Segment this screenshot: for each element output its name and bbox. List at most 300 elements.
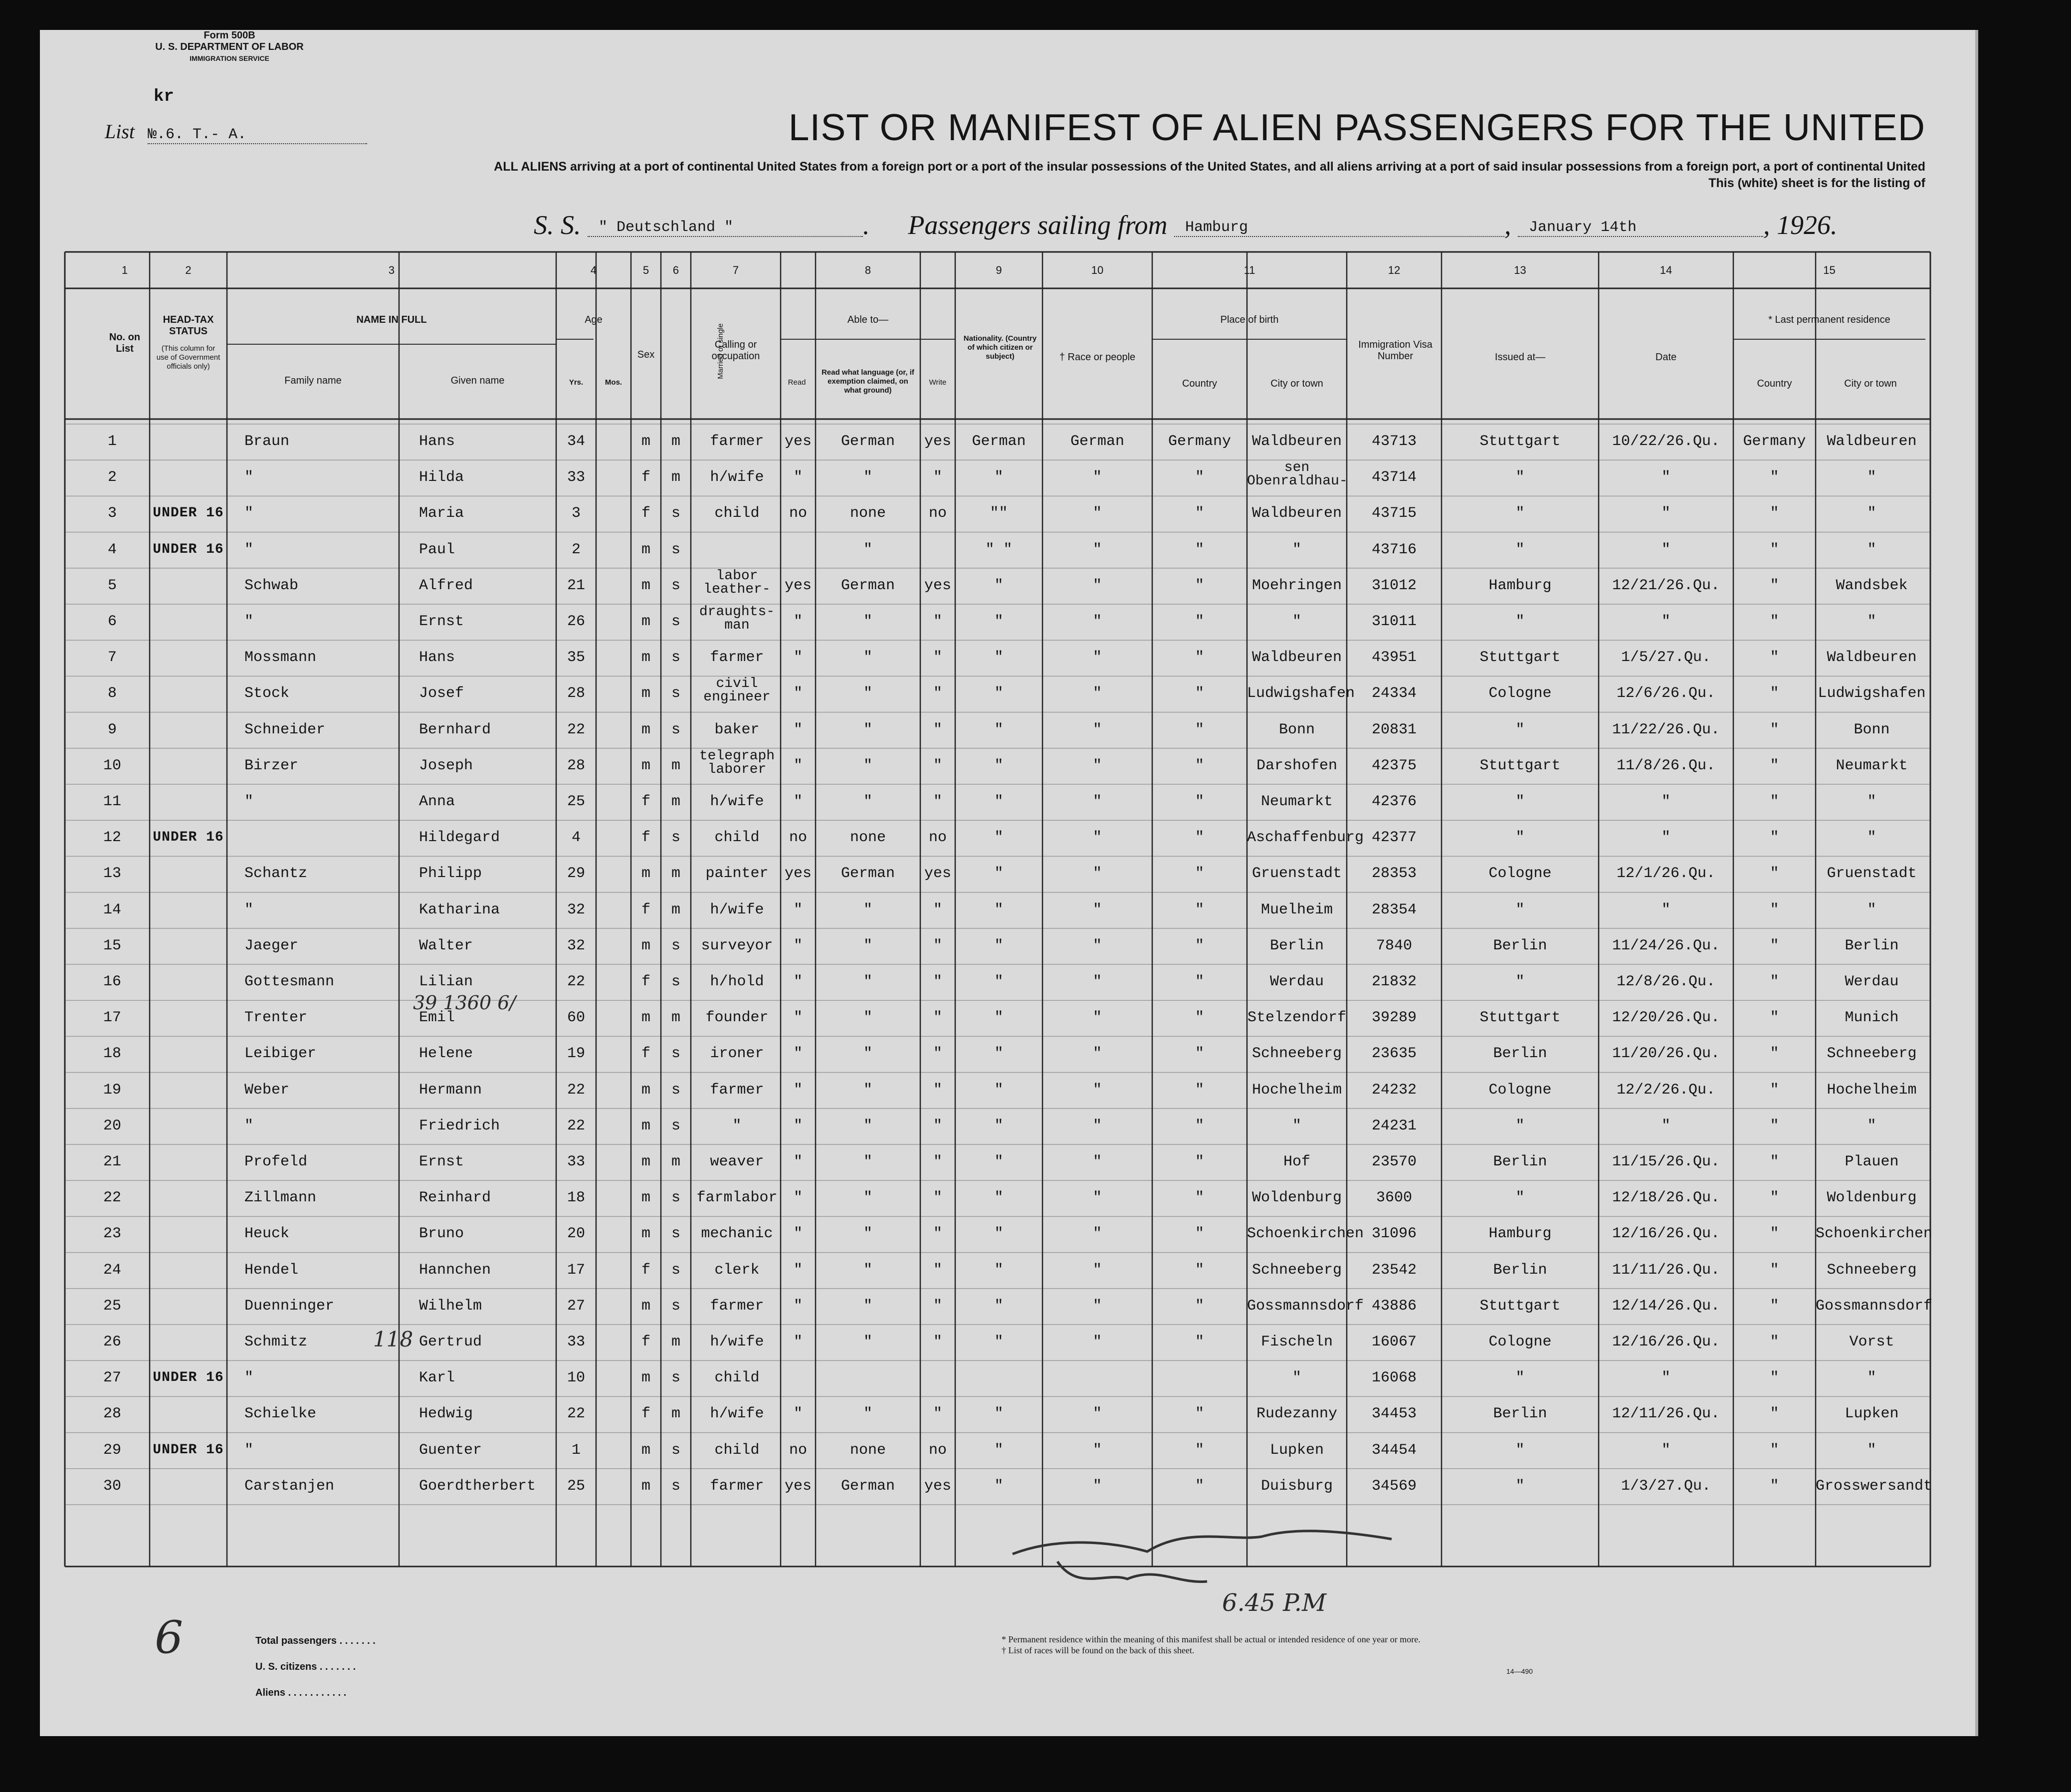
row-number: 3 bbox=[107, 505, 117, 522]
marital-status: s bbox=[671, 1477, 680, 1495]
birth-country: " bbox=[1195, 541, 1204, 558]
nationality: German bbox=[972, 433, 1026, 450]
given-name: Alfred bbox=[419, 577, 473, 594]
read-language: " bbox=[863, 721, 872, 738]
residence-country: " bbox=[1770, 1117, 1779, 1134]
issued-at: " bbox=[1515, 1477, 1525, 1495]
age-years: 33 bbox=[567, 1153, 585, 1170]
residence-country: " bbox=[1770, 1261, 1779, 1279]
visa-date: 11/22/26.Qu. bbox=[1612, 721, 1720, 738]
occupation: child bbox=[714, 505, 760, 522]
nationality: " bbox=[994, 649, 1004, 667]
birth-city: Moehringen bbox=[1251, 577, 1342, 594]
occupation: child bbox=[714, 829, 760, 847]
handwritten-time: 6.45 P.M bbox=[1222, 1589, 1327, 1617]
age-years: 33 bbox=[567, 1334, 585, 1350]
header-head-tax-note: (This column for use of Government officials only) bbox=[156, 344, 220, 371]
family-name: Gottesmann bbox=[244, 973, 335, 990]
read-language: " bbox=[863, 1225, 872, 1243]
nationality: " bbox=[994, 865, 1004, 883]
race: " bbox=[1092, 1441, 1102, 1459]
residence-city: Hochelheim bbox=[1827, 1081, 1917, 1099]
given-name: Ernst bbox=[419, 1153, 464, 1170]
age-years: 25 bbox=[567, 793, 585, 810]
sex: m bbox=[641, 613, 650, 630]
print-code: 14—490 bbox=[1506, 1667, 1533, 1675]
row-number: 8 bbox=[107, 685, 117, 702]
nationality: " bbox=[994, 577, 1004, 594]
visa-number: 42376 bbox=[1371, 793, 1417, 810]
occupation: surveyor bbox=[701, 937, 773, 954]
footnotes bbox=[1002, 1634, 1600, 1656]
occupation: telegraph laborer bbox=[699, 748, 775, 777]
can-read: " bbox=[793, 1225, 803, 1243]
can-read: " bbox=[793, 1189, 803, 1207]
sex: m bbox=[641, 577, 650, 594]
residence-country: " bbox=[1770, 1334, 1779, 1350]
birth-city: " bbox=[1292, 613, 1301, 630]
marital-status: m bbox=[671, 1334, 680, 1350]
department-name: U. S. DEPARTMENT OF LABOR bbox=[155, 41, 304, 52]
residence-country: " bbox=[1770, 973, 1779, 990]
row-number: 27 bbox=[103, 1369, 121, 1387]
residence-city: Plauen bbox=[1845, 1153, 1899, 1170]
given-name: Hans bbox=[419, 649, 455, 667]
birth-country: Germany bbox=[1168, 433, 1232, 450]
can-read: " bbox=[793, 649, 803, 667]
can-write: yes bbox=[924, 1477, 951, 1495]
family-name: Leibiger bbox=[244, 1045, 317, 1063]
issued-at: " bbox=[1515, 973, 1525, 990]
visa-date: " bbox=[1661, 793, 1670, 810]
visa-date: 1/3/27.Qu. bbox=[1621, 1477, 1711, 1495]
issued-at: Berlin bbox=[1493, 1045, 1547, 1063]
race: " bbox=[1092, 1153, 1102, 1170]
age-years: 3 bbox=[571, 505, 581, 522]
visa-date: 12/18/26.Qu. bbox=[1612, 1189, 1720, 1207]
issued-at: " bbox=[1515, 1441, 1525, 1459]
issued-at: Stuttgart bbox=[1479, 649, 1561, 667]
read-language: " bbox=[863, 541, 872, 558]
occupation: mechanic bbox=[701, 1225, 773, 1243]
sex: m bbox=[641, 865, 650, 883]
residence-city: Munich bbox=[1845, 1009, 1899, 1027]
given-name: Karl bbox=[419, 1369, 455, 1387]
family-name: Hendel bbox=[244, 1261, 299, 1279]
occupation: h/wife bbox=[710, 469, 764, 486]
year-prefix: , 19 bbox=[1763, 210, 1804, 240]
nationality: " bbox=[994, 1477, 1004, 1495]
residence-country: " bbox=[1770, 1045, 1779, 1063]
marital-status: s bbox=[671, 649, 680, 667]
issued-at: Stuttgart bbox=[1479, 433, 1561, 450]
read-language: German bbox=[840, 865, 895, 883]
sex: m bbox=[641, 1225, 650, 1243]
read-language: " bbox=[863, 1117, 872, 1134]
race: " bbox=[1092, 613, 1102, 630]
column-number: 9 bbox=[996, 264, 1002, 276]
header-nationality: Nationality. (Country of which citizen or subject) bbox=[963, 334, 1037, 361]
issued-at: Berlin bbox=[1493, 937, 1547, 954]
residence-country: " bbox=[1770, 865, 1779, 883]
row-number: 29 bbox=[103, 1441, 121, 1459]
can-write: yes bbox=[924, 577, 951, 594]
age-years: 18 bbox=[567, 1189, 585, 1207]
family-name: Trenter bbox=[244, 1009, 308, 1027]
given-name: Hans bbox=[419, 433, 455, 450]
race: " bbox=[1092, 1225, 1102, 1243]
can-read: yes bbox=[784, 433, 812, 450]
visa-date: 12/16/26.Qu. bbox=[1612, 1334, 1720, 1350]
nationality: " bbox=[994, 1081, 1004, 1099]
row-number: 19 bbox=[103, 1081, 121, 1099]
marital-status: m bbox=[671, 757, 680, 774]
column-number: 3 bbox=[388, 264, 395, 276]
visa-date: 12/16/26.Qu. bbox=[1612, 1225, 1720, 1243]
birth-country: " bbox=[1195, 757, 1204, 774]
birth-country: " bbox=[1195, 721, 1204, 738]
occupation: draughts- man bbox=[699, 604, 775, 633]
residence-city: Gruenstadt bbox=[1827, 865, 1917, 883]
column-number: 6 bbox=[672, 264, 679, 276]
sex: m bbox=[641, 721, 650, 738]
can-read: no bbox=[789, 829, 807, 847]
head-tax-stamp: UNDER 16 bbox=[153, 1370, 224, 1386]
header-residence-city: City or town bbox=[1844, 378, 1897, 389]
can-write: yes bbox=[924, 433, 951, 450]
occupation: h/wife bbox=[710, 901, 764, 918]
column-number: 4 bbox=[590, 264, 597, 276]
issued-at: " bbox=[1515, 1189, 1525, 1207]
read-language: German bbox=[840, 577, 895, 594]
birth-city: Aschaffenburg bbox=[1247, 829, 1364, 847]
birth-city: " bbox=[1292, 541, 1301, 558]
marital-status: s bbox=[671, 1297, 680, 1315]
residence-city: Berlin bbox=[1845, 937, 1899, 954]
birth-city: Fischeln bbox=[1260, 1334, 1333, 1350]
visa-date: " bbox=[1661, 505, 1670, 522]
can-write: " bbox=[933, 973, 942, 990]
given-name: Anna bbox=[419, 793, 455, 810]
birth-city: Bonn bbox=[1278, 721, 1315, 738]
family-name: Zillmann bbox=[244, 1189, 317, 1207]
race: " bbox=[1092, 505, 1102, 522]
age-years: 28 bbox=[567, 757, 585, 774]
row-number: 5 bbox=[107, 577, 117, 594]
race: " bbox=[1092, 1261, 1102, 1279]
read-language: German bbox=[840, 1477, 895, 1495]
age-years: 29 bbox=[567, 865, 585, 883]
marital-status: s bbox=[671, 1081, 680, 1099]
birth-country: " bbox=[1195, 649, 1204, 667]
can-write: yes bbox=[924, 865, 951, 883]
nationality: " bbox=[994, 1225, 1004, 1243]
row-number: 10 bbox=[103, 757, 121, 774]
form-number: Form 500B bbox=[204, 30, 255, 41]
sex: f bbox=[641, 505, 650, 522]
row-number: 17 bbox=[103, 1009, 121, 1027]
race: " bbox=[1092, 649, 1102, 667]
given-name: Maria bbox=[419, 505, 464, 522]
age-years: 19 bbox=[567, 1045, 585, 1063]
row-number: 20 bbox=[103, 1117, 121, 1134]
can-read: yes bbox=[784, 1477, 812, 1495]
nationality: " bbox=[994, 1009, 1004, 1027]
birth-city: " bbox=[1292, 1117, 1301, 1134]
nationality: " bbox=[994, 1117, 1004, 1134]
issued-at: Berlin bbox=[1493, 1405, 1547, 1423]
visa-date: " bbox=[1661, 1117, 1670, 1134]
sex: f bbox=[641, 469, 650, 486]
age-years: 22 bbox=[567, 1081, 585, 1099]
age-years: 22 bbox=[567, 721, 585, 738]
ship-name: " Deutschland " bbox=[588, 219, 863, 237]
birth-city: Stelzendorf bbox=[1247, 1009, 1347, 1027]
sex: m bbox=[641, 1441, 650, 1459]
visa-date: 12/2/26.Qu. bbox=[1616, 1081, 1716, 1099]
visa-number: 31011 bbox=[1371, 613, 1417, 630]
residence-city: " bbox=[1867, 829, 1876, 847]
marital-status: s bbox=[671, 937, 680, 954]
birth-city: Ludwigshafen bbox=[1247, 685, 1355, 702]
column-number: 13 bbox=[1514, 264, 1526, 276]
marital-status: m bbox=[671, 1405, 680, 1423]
aliens-label: Aliens . . . . . . . . . . . bbox=[255, 1687, 347, 1698]
row-number: 21 bbox=[103, 1153, 121, 1170]
family-name: " bbox=[244, 541, 254, 558]
birth-city: Hof bbox=[1283, 1153, 1310, 1170]
marital-status: s bbox=[671, 1225, 680, 1243]
residence-country: " bbox=[1770, 1225, 1779, 1243]
age-years: 22 bbox=[567, 1117, 585, 1134]
header-write: Write bbox=[929, 378, 947, 387]
head-tax-stamp: UNDER 16 bbox=[153, 830, 224, 846]
row-number: 2 bbox=[107, 469, 117, 486]
nationality: " bbox=[994, 1189, 1004, 1207]
birth-country: " bbox=[1195, 1334, 1204, 1350]
issued-at: Berlin bbox=[1493, 1153, 1547, 1170]
header-date: Date bbox=[1655, 352, 1677, 363]
occupation: farmer bbox=[710, 649, 764, 667]
row-number: 30 bbox=[103, 1477, 121, 1495]
issued-at: " bbox=[1515, 901, 1525, 918]
column-number: 15 bbox=[1823, 264, 1836, 276]
race: " bbox=[1092, 1297, 1102, 1315]
residence-country: " bbox=[1770, 1441, 1779, 1459]
occupation: h/wife bbox=[710, 1334, 764, 1350]
visa-number: 42377 bbox=[1371, 829, 1417, 847]
can-read: " bbox=[793, 1081, 803, 1099]
nationality: " bbox=[994, 757, 1004, 774]
nationality: " bbox=[994, 973, 1004, 990]
visa-number: 24232 bbox=[1371, 1081, 1417, 1099]
row-number: 28 bbox=[103, 1405, 121, 1423]
header-head-tax: HEAD-TAX STATUS bbox=[163, 314, 214, 337]
residence-city: Neumarkt bbox=[1836, 757, 1908, 774]
birth-city: Berlin bbox=[1269, 937, 1324, 954]
row-number: 13 bbox=[103, 865, 121, 883]
race: " bbox=[1092, 1189, 1102, 1207]
sex: m bbox=[641, 1477, 650, 1495]
header-birth-city: City or town bbox=[1270, 378, 1323, 389]
sex: f bbox=[641, 973, 650, 990]
visa-number: 23570 bbox=[1371, 1153, 1417, 1170]
family-name: Stock bbox=[244, 685, 290, 702]
marital-status: s bbox=[671, 1261, 680, 1279]
birth-city: Schneeberg bbox=[1251, 1045, 1342, 1063]
can-read: " bbox=[793, 1153, 803, 1170]
visa-date: " bbox=[1661, 901, 1670, 918]
read-language: " bbox=[863, 973, 872, 990]
year-suffix: 26. bbox=[1804, 210, 1838, 240]
marital-status: m bbox=[671, 865, 680, 883]
race: " bbox=[1092, 1117, 1102, 1134]
visa-number: 7840 bbox=[1376, 937, 1412, 954]
us-citizens-label: U. S. citizens . . . . . . . bbox=[255, 1661, 356, 1672]
visa-number: 42375 bbox=[1371, 757, 1417, 774]
given-name: Josef bbox=[419, 685, 464, 702]
can-write: no bbox=[928, 505, 947, 522]
row-number: 7 bbox=[107, 649, 117, 667]
visa-number: 24334 bbox=[1371, 685, 1417, 702]
column-number: 14 bbox=[1659, 264, 1672, 276]
can-read: no bbox=[789, 1441, 807, 1459]
issued-at: Stuttgart bbox=[1479, 1297, 1561, 1315]
given-name: Walter bbox=[419, 937, 473, 954]
visa-date: 12/11/26.Qu. bbox=[1612, 1405, 1720, 1423]
column-number: 5 bbox=[642, 264, 649, 276]
issued-at: Cologne bbox=[1488, 685, 1552, 702]
row-number: 26 bbox=[103, 1334, 121, 1350]
family-name: " bbox=[244, 1369, 254, 1387]
marital-status: s bbox=[671, 541, 680, 558]
age-years: 22 bbox=[567, 973, 585, 990]
sex: m bbox=[641, 1009, 650, 1027]
occupation: painter bbox=[705, 865, 769, 883]
race: " bbox=[1092, 1334, 1102, 1350]
issued-at: " bbox=[1515, 469, 1525, 486]
race: " bbox=[1092, 973, 1102, 990]
header-married-single: Married or single bbox=[716, 323, 725, 379]
handwritten-annotation: 118 bbox=[373, 1327, 414, 1351]
visa-date: " bbox=[1661, 1441, 1670, 1459]
marital-status: m bbox=[671, 469, 680, 486]
residence-city: " bbox=[1867, 1369, 1876, 1387]
handwritten-annotation: 39 1360 6/ bbox=[413, 992, 516, 1014]
residence-country: " bbox=[1770, 901, 1779, 918]
nationality: " bbox=[994, 793, 1004, 810]
can-read: " bbox=[793, 1009, 803, 1027]
age-years: 25 bbox=[567, 1477, 585, 1495]
visa-number: 31012 bbox=[1371, 577, 1417, 594]
birth-country: " bbox=[1195, 973, 1204, 990]
can-read: " bbox=[793, 937, 803, 954]
visa-date: " bbox=[1661, 541, 1670, 558]
occupation: founder bbox=[705, 1009, 769, 1027]
occupation: h/wife bbox=[710, 793, 764, 810]
residence-country: " bbox=[1770, 1405, 1779, 1423]
read-language: none bbox=[849, 505, 886, 522]
birth-city: Schneeberg bbox=[1251, 1261, 1342, 1279]
marital-status: s bbox=[671, 1045, 680, 1063]
given-name: Hermann bbox=[419, 1081, 482, 1099]
residence-country: " bbox=[1770, 505, 1779, 522]
race: " bbox=[1092, 829, 1102, 847]
can-write: " bbox=[933, 901, 942, 918]
given-name: Friedrich bbox=[419, 1117, 500, 1134]
given-name: Guenter bbox=[419, 1441, 482, 1459]
marital-status: s bbox=[671, 1441, 680, 1459]
row-number: 6 bbox=[107, 613, 117, 630]
occupation: farmer bbox=[710, 1081, 764, 1099]
can-read: " bbox=[793, 721, 803, 738]
issued-at: " bbox=[1515, 1117, 1525, 1134]
header-no-on-list: No. on List bbox=[109, 332, 141, 354]
marital-status: m bbox=[671, 1153, 680, 1170]
marital-status: s bbox=[671, 577, 680, 594]
family-name: " bbox=[244, 613, 254, 630]
subtitle-line: ALL ALIENS arriving at a port of continental United States from a foreign port or a port of the insular possessions of the United States, and all aliens arriving at a port of said insular possessions from a foreign port, a port of continental United bbox=[494, 160, 1925, 174]
age-years: 17 bbox=[567, 1261, 585, 1279]
visa-date: 12/21/26.Qu. bbox=[1612, 577, 1720, 594]
age-years: 34 bbox=[567, 433, 585, 450]
birth-country: " bbox=[1195, 1261, 1204, 1279]
birth-country: " bbox=[1195, 685, 1204, 702]
visa-date: 11/15/26.Qu. bbox=[1612, 1153, 1720, 1170]
nationality: " bbox=[994, 1153, 1004, 1170]
row-number: 9 bbox=[107, 721, 117, 738]
header-read-language: Read what language (or, if exemption claimed, on what ground) bbox=[822, 368, 914, 395]
visa-number: 21832 bbox=[1371, 973, 1417, 990]
occupation: h/hold bbox=[710, 973, 764, 990]
residence-city: " bbox=[1867, 1117, 1876, 1134]
marital-status: s bbox=[671, 613, 680, 630]
can-read: " bbox=[793, 685, 803, 702]
column-number: 12 bbox=[1388, 264, 1401, 276]
birth-city: Muelheim bbox=[1260, 901, 1333, 918]
read-language: German bbox=[840, 433, 895, 450]
nationality: " bbox=[994, 1405, 1004, 1423]
can-read: " bbox=[793, 1117, 803, 1134]
header-read: Read bbox=[788, 378, 806, 387]
sex: m bbox=[641, 1189, 650, 1207]
visa-number: 43714 bbox=[1371, 469, 1417, 486]
age-years: 10 bbox=[567, 1369, 585, 1387]
can-read: no bbox=[789, 505, 807, 522]
occupation: baker bbox=[714, 721, 760, 738]
race: German bbox=[1070, 433, 1125, 450]
sex: f bbox=[641, 829, 650, 847]
birth-city: Waldbeuren bbox=[1251, 433, 1342, 450]
birth-city: Darshofen bbox=[1256, 757, 1338, 774]
sex: f bbox=[641, 1405, 650, 1423]
nationality: " bbox=[994, 1334, 1004, 1350]
family-name: " bbox=[244, 1441, 254, 1459]
can-write: " bbox=[933, 1009, 942, 1027]
residence-city: " bbox=[1867, 793, 1876, 810]
issued-at: Cologne bbox=[1488, 1334, 1552, 1350]
row-number: 14 bbox=[103, 901, 121, 918]
birth-country: " bbox=[1195, 1153, 1204, 1170]
birth-city: Gossmannsdorf bbox=[1247, 1297, 1364, 1315]
sex: m bbox=[641, 541, 650, 558]
birth-country: " bbox=[1195, 1117, 1204, 1134]
family-name: Duenninger bbox=[244, 1297, 335, 1315]
issued-at: " bbox=[1515, 793, 1525, 810]
birth-country: " bbox=[1195, 865, 1204, 883]
residence-country: " bbox=[1770, 577, 1779, 594]
occupation: farmer bbox=[710, 1297, 764, 1315]
